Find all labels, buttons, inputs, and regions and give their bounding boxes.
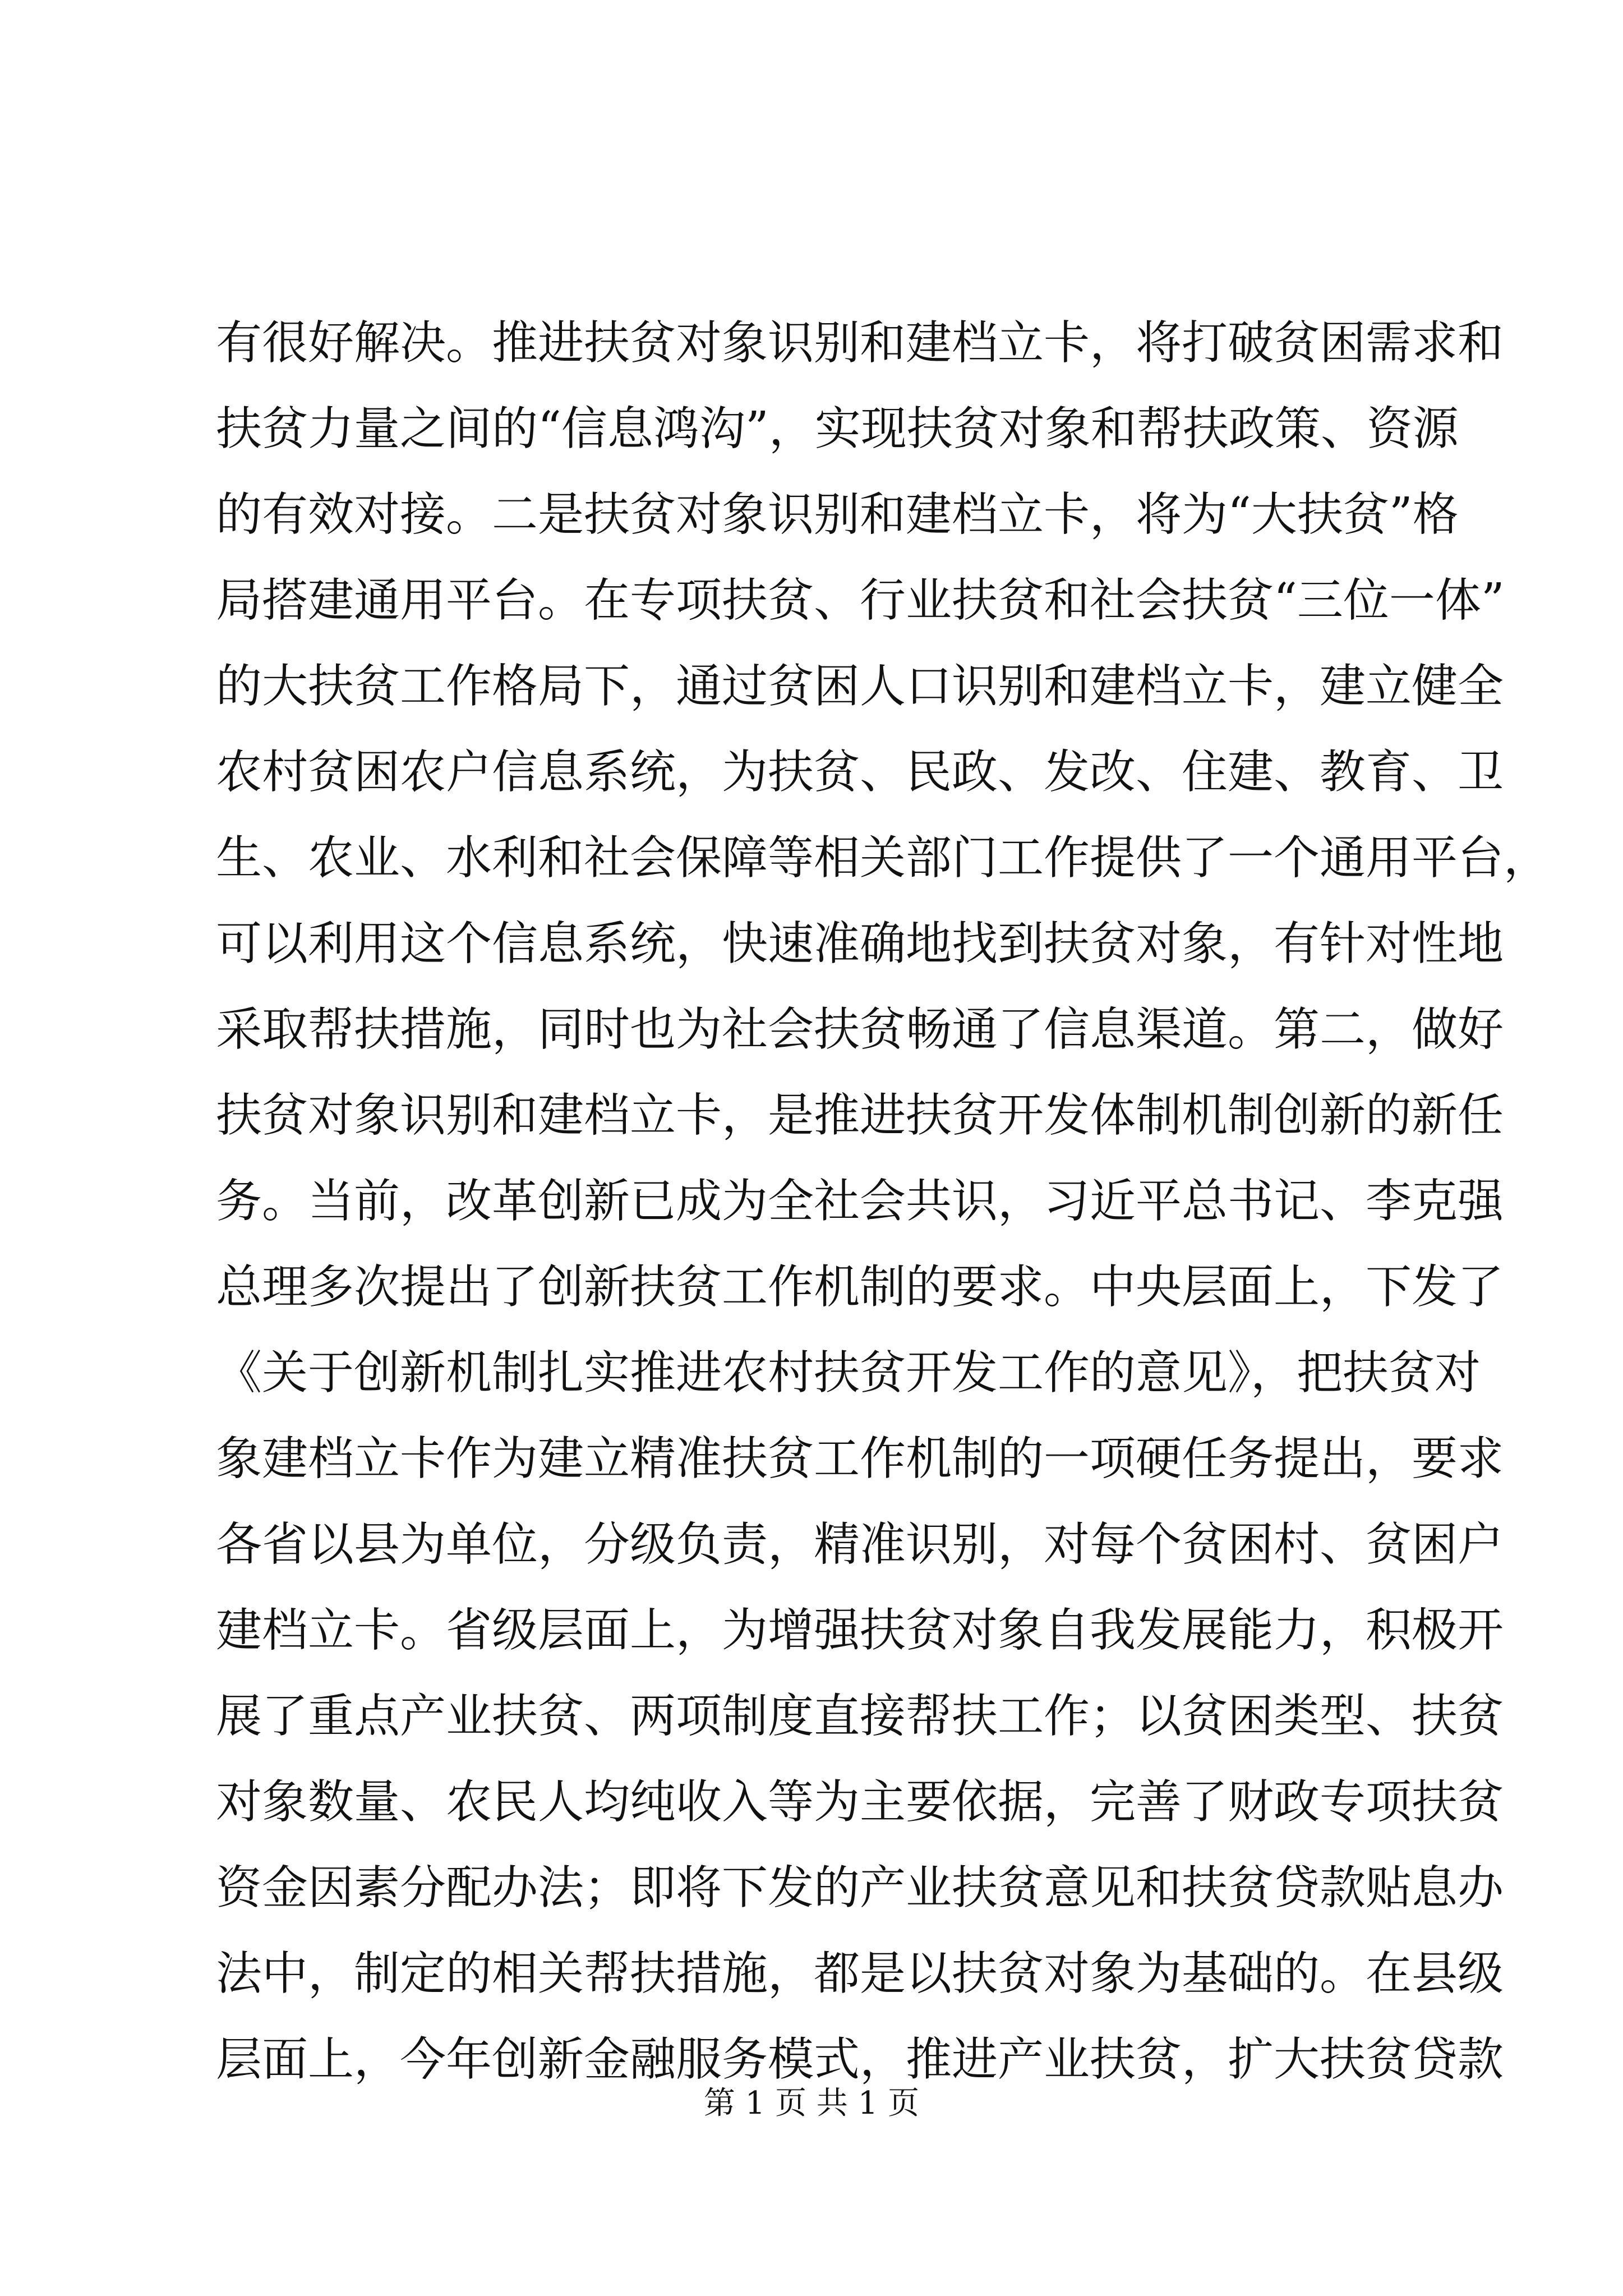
text-line: 扶贫力量之间的“信息鸿沟”，实现扶贫对象和帮扶政策、资源 [216,402,1459,455]
text-line: 采取帮扶措施，同时也为社会扶贫畅通了信息渠道。第二，做好 [216,1003,1504,1056]
text-line: 法中，制定的相关帮扶措施，都是以扶贫对象为基础的。在县级 [216,1947,1504,2000]
text-line: 的大扶贫工作格局下，通过贫困人口识别和建档立卡，建立健全 [216,660,1504,713]
text-line: 扶贫对象识别和建档立卡，是推进扶贫开发体制机制创新的新任 [216,1089,1504,1142]
text-line: 展了重点产业扶贫、两项制度直接帮扶工作；以贫困类型、扶贫 [216,1690,1504,1743]
text-line: 象建档立卡作为建立精准扶贫工作机制的一项硬任务提出，要求 [216,1432,1504,1485]
text-line: 建档立卡。省级层面上，为增强扶贫对象自我发展能力，积极开 [216,1604,1504,1657]
text-line: 层面上，今年创新金融服务模式，推进产业扶贫，扩大扶贫贷款 [216,2033,1504,2086]
text-line: 有很好解决。推进扶贫对象识别和建档立卡，将打破贫困需求和 [216,316,1504,370]
text-line: 对象数量、农民人均纯收入等为主要依据，完善了财政专项扶贫 [216,1775,1504,1829]
text-line: 各省以县为单位，分级负责，精准识别，对每个贫困村、贫困户 [216,1518,1504,1571]
text-line: 生、农业、水利和社会保障等相关部门工作提供了一个通用平台， [216,831,1550,885]
text-line: 总理多次提出了创新扶贫工作机制的要求。中央层面上，下发了 [216,1260,1504,1314]
text-line: 局搭建通用平台。在专项扶贫、行业扶贫和社会扶贫“三位一体” [216,574,1505,627]
text-line: 资金因素分配办法；即将下发的产业扶贫意见和扶贫贷款贴息办 [216,1861,1504,1915]
text-line: 务。当前，改革创新已成为全社会共识，习近平总书记、李克强 [216,1175,1504,1228]
text-line: 《关于创新机制扎实推进农村扶贫开发工作的意见》，把扶贫对 [216,1346,1481,1400]
body-paragraph [216,300,1550,2102]
page-number-footer: 第 1 页 共 1 页 [703,2085,920,2122]
text-line: 可以利用这个信息系统，快速准确地找到扶贫对象，有针对性地 [216,917,1504,970]
text-line: 农村贫困农户信息系统，为扶贫、民政、发改、住建、教育、卫 [216,746,1504,799]
text-line: 的有效对接。二是扶贫对象识别和建档立卡，将为“大扶贫”格 [216,488,1459,541]
